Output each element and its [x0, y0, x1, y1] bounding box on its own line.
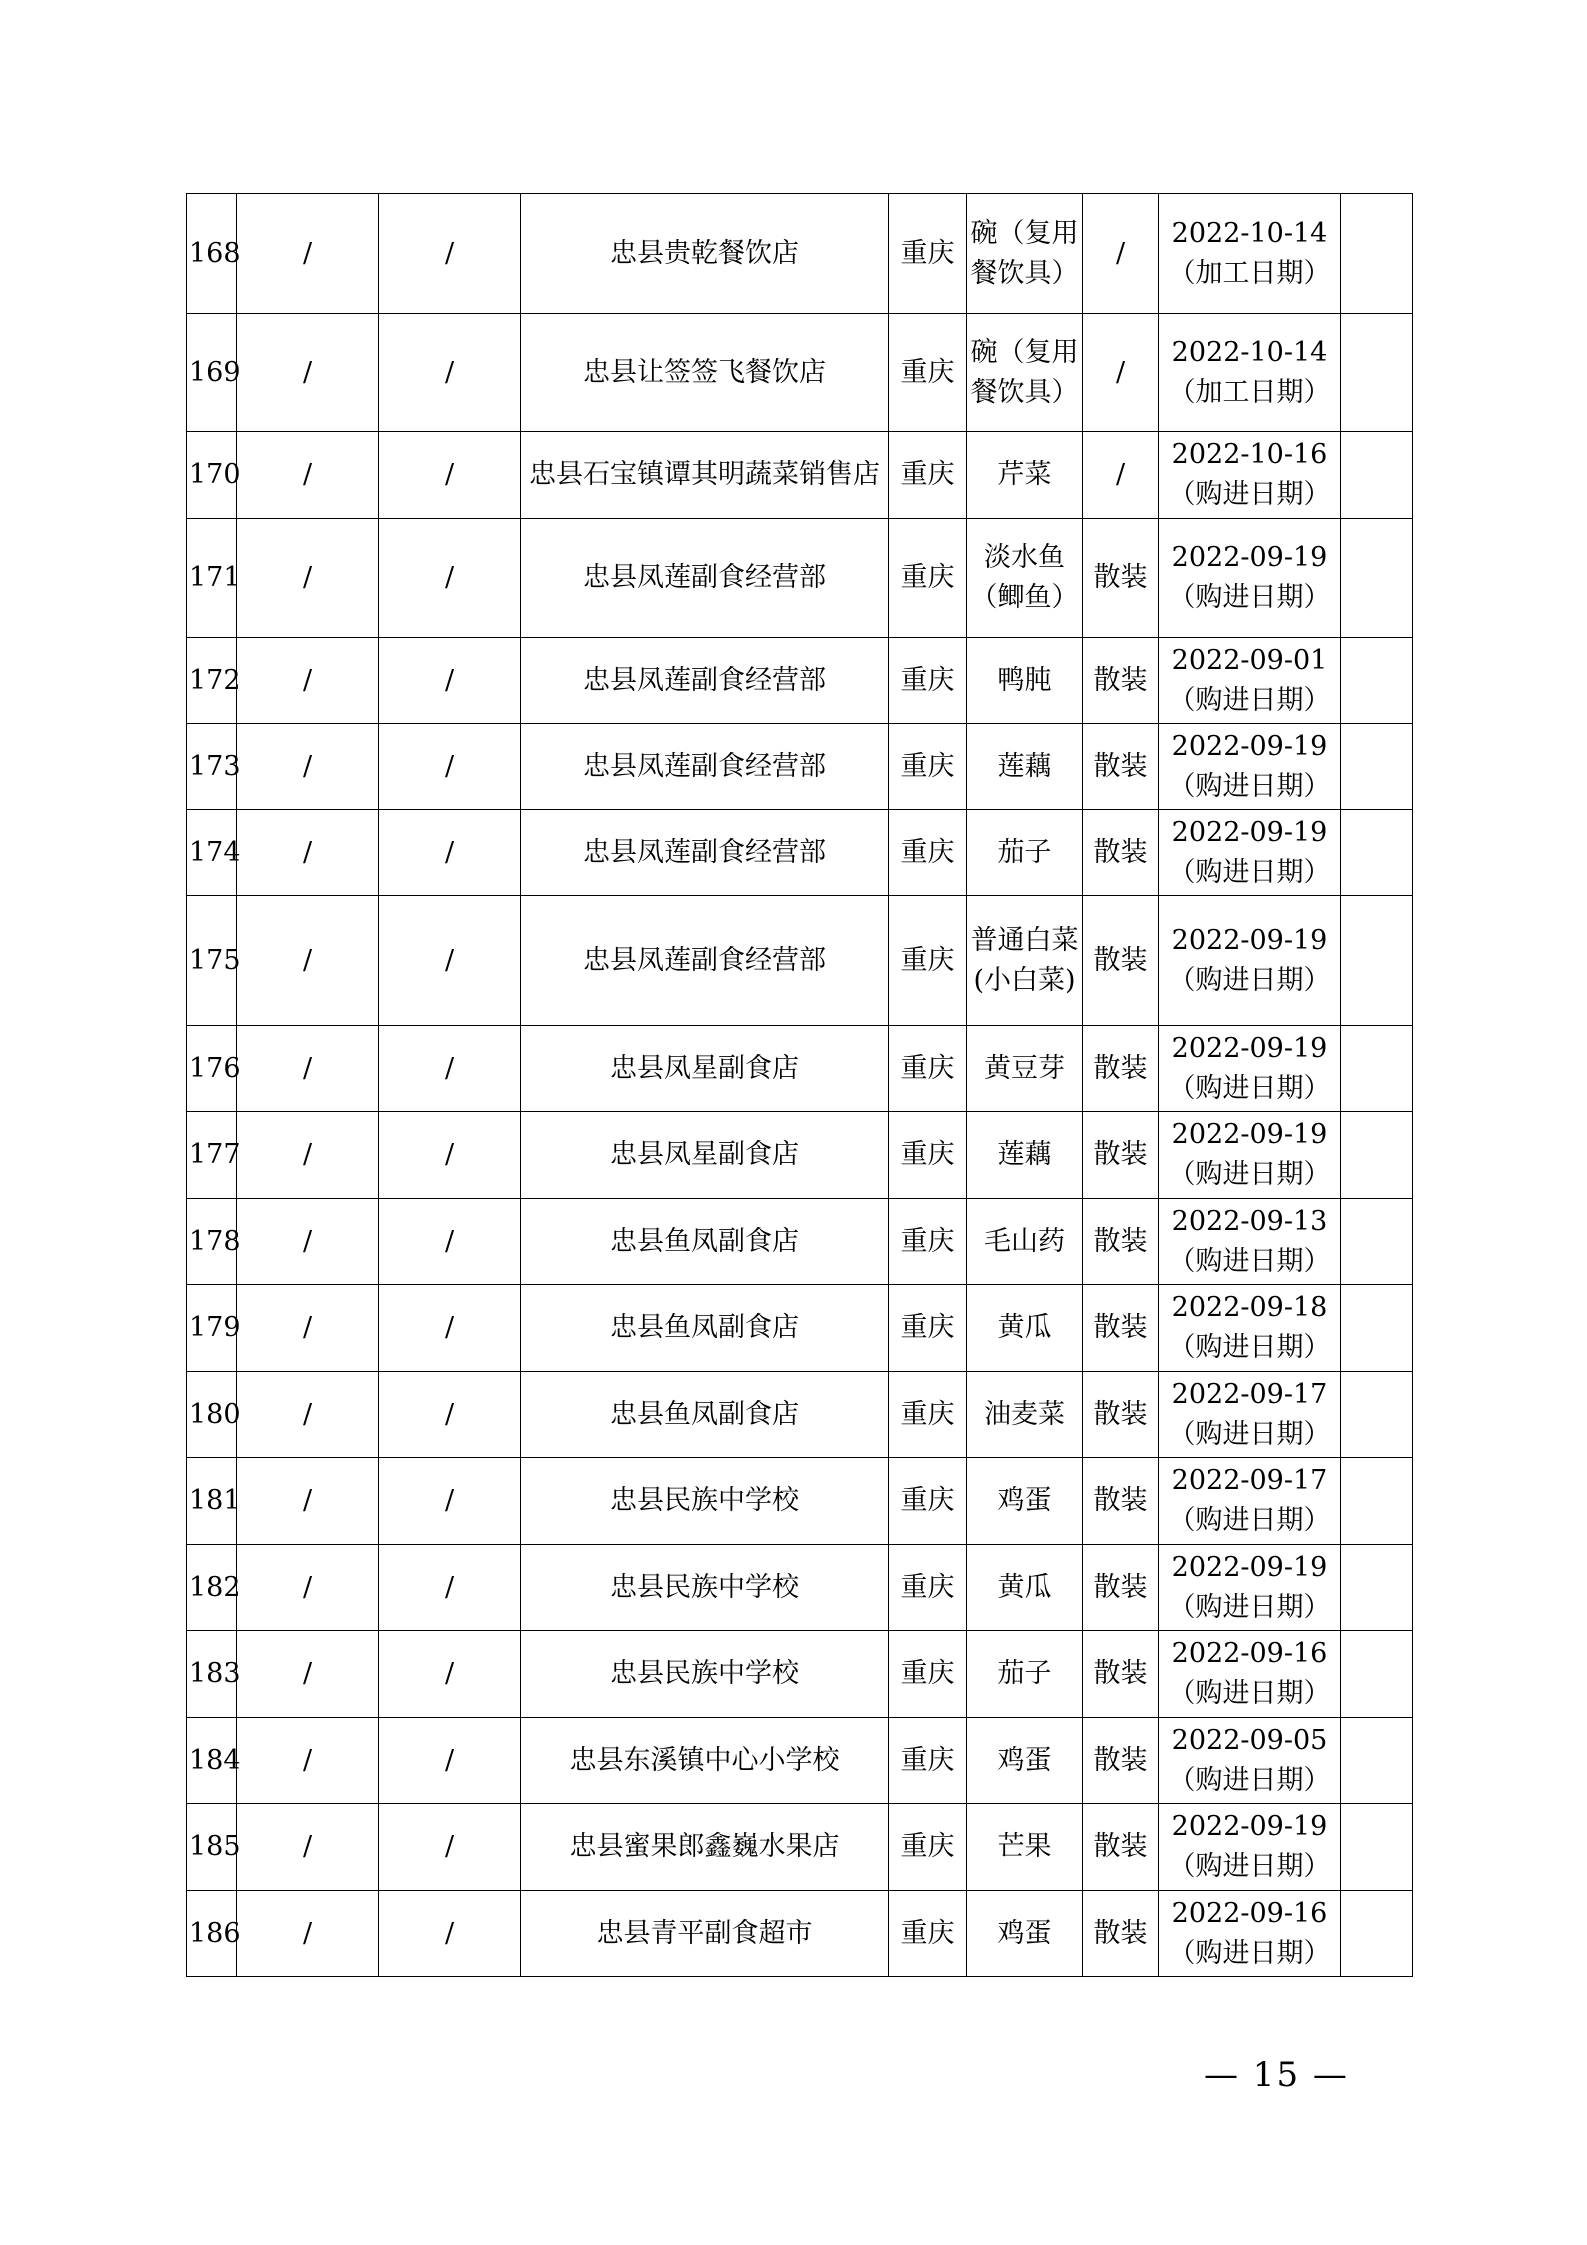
column-3-cell: /	[379, 432, 521, 519]
row-number-cell: 182	[187, 1545, 237, 1631]
food-name-cell: 碗（复用餐饮具）	[967, 194, 1083, 314]
food-name-cell: 莲藕	[967, 724, 1083, 810]
row-number-cell: 175	[187, 896, 237, 1026]
table-row	[187, 810, 1413, 896]
food-name-cell: 芹菜	[967, 432, 1083, 519]
table-row	[187, 194, 1413, 314]
column-3-cell: /	[379, 314, 521, 432]
date-cell	[1159, 519, 1341, 638]
date-value: 2022-09-16	[1171, 1638, 1328, 1669]
remark-cell	[1341, 810, 1413, 896]
spec-cell: 散装	[1083, 1199, 1159, 1285]
date-type: （购进日期）	[1168, 1678, 1331, 1709]
region-cell: 重庆	[889, 896, 967, 1026]
date-type: （购进日期）	[1168, 1159, 1331, 1190]
region-cell: 重庆	[889, 1458, 967, 1545]
company-name-cell: 忠县凤莲副食经营部	[521, 724, 889, 810]
food-name-cell: 鸡蛋	[967, 1458, 1083, 1545]
table-row	[187, 1718, 1413, 1804]
row-number-cell: 183	[187, 1631, 237, 1718]
column-3-cell: /	[379, 519, 521, 638]
column-3-cell: /	[379, 638, 521, 724]
region-cell: 重庆	[889, 1026, 967, 1112]
remark-cell	[1341, 1545, 1413, 1631]
company-name-cell: 忠县凤莲副食经营部	[521, 519, 889, 638]
row-number-cell: 172	[187, 638, 237, 724]
column-2-cell: /	[237, 1545, 379, 1631]
column-3-cell: /	[379, 1891, 521, 1977]
table-row	[187, 724, 1413, 810]
spec-cell: 散装	[1083, 724, 1159, 810]
date-value: 2022-09-01	[1171, 644, 1328, 676]
spec-cell: /	[1083, 432, 1159, 519]
spec-cell: 散装	[1083, 1112, 1159, 1199]
date-type: （加工日期）	[1168, 376, 1331, 408]
food-name-cell: 鸡蛋	[967, 1891, 1083, 1977]
date-value: 2022-09-13	[1171, 1205, 1328, 1237]
remark-cell	[1341, 896, 1413, 1026]
region-cell: 重庆	[889, 314, 967, 432]
remark-cell	[1341, 194, 1413, 314]
spec-cell: 散装	[1083, 1372, 1159, 1458]
column-2-cell: /	[237, 724, 379, 810]
food-name-cell: 茄子	[967, 810, 1083, 896]
date-type: （购进日期）	[1168, 1591, 1331, 1623]
region-cell: 重庆	[889, 1718, 967, 1804]
table-row	[187, 1199, 1413, 1285]
date-value: 2022-09-05	[1171, 1724, 1328, 1756]
region-cell: 重庆	[889, 810, 967, 896]
column-2-cell: /	[237, 1891, 379, 1977]
remark-cell	[1341, 1285, 1413, 1372]
column-3-cell: /	[379, 194, 521, 314]
row-number-cell: 181	[187, 1458, 237, 1545]
remark-cell	[1341, 638, 1413, 724]
column-2-cell: /	[237, 1112, 379, 1199]
company-name-cell: 忠县石宝镇谭其明蔬菜销售店	[521, 432, 889, 519]
table-row	[187, 1026, 1413, 1112]
company-name-cell: 忠县民族中学校	[521, 1631, 889, 1718]
date-value: 2022-09-17	[1171, 1378, 1328, 1410]
spec-cell: 散装	[1083, 1458, 1159, 1545]
table-row	[187, 1112, 1413, 1199]
sampling-results-table	[186, 193, 1413, 1977]
company-name-cell: 忠县让签签飞餐饮店	[521, 314, 889, 432]
spec-cell: 散装	[1083, 1285, 1159, 1372]
date-value: 2022-09-19	[1171, 1032, 1328, 1064]
date-type: （购进日期）	[1168, 770, 1331, 802]
date-type: （购进日期）	[1168, 479, 1331, 510]
row-number-cell: 173	[187, 724, 237, 810]
date-type: （购进日期）	[1168, 1332, 1331, 1363]
date-cell	[1159, 1372, 1341, 1458]
date-value: 2022-09-19	[1171, 924, 1328, 956]
column-3-cell: /	[379, 1545, 521, 1631]
food-name-cell: 碗（复用餐饮具）	[967, 314, 1083, 432]
spec-cell: 散装	[1083, 810, 1159, 896]
column-3-cell: /	[379, 1372, 521, 1458]
region-cell: 重庆	[889, 1285, 967, 1372]
date-type: （购进日期）	[1168, 1505, 1331, 1536]
spec-cell: 散装	[1083, 638, 1159, 724]
region-cell: 重庆	[889, 1372, 967, 1458]
remark-cell	[1341, 314, 1413, 432]
page-number: — 15 —	[1204, 2055, 1349, 2095]
date-cell	[1159, 638, 1341, 724]
date-type: （购进日期）	[1168, 582, 1331, 613]
table-row	[187, 638, 1413, 724]
date-type: （购进日期）	[1168, 1418, 1331, 1450]
remark-cell	[1341, 1458, 1413, 1545]
column-2-cell: /	[237, 519, 379, 638]
food-name-cell: 茄子	[967, 1631, 1083, 1718]
row-number-cell: 168	[187, 194, 237, 314]
table-row	[187, 1891, 1413, 1977]
row-number-cell: 177	[187, 1112, 237, 1199]
date-cell	[1159, 1026, 1341, 1112]
date-value: 2022-09-19	[1171, 1551, 1328, 1583]
company-name-cell: 忠县鱼凤副食店	[521, 1285, 889, 1372]
region-cell: 重庆	[889, 724, 967, 810]
column-3-cell: /	[379, 1458, 521, 1545]
food-name-cell: 黄瓜	[967, 1545, 1083, 1631]
date-cell	[1159, 1285, 1341, 1372]
table-row	[187, 1804, 1413, 1891]
region-cell: 重庆	[889, 1545, 967, 1631]
table-row	[187, 432, 1413, 519]
column-2-cell: /	[237, 1458, 379, 1545]
date-cell	[1159, 1891, 1341, 1977]
date-value: 2022-10-16	[1171, 439, 1328, 470]
date-type: （购进日期）	[1168, 856, 1331, 888]
spec-cell: 散装	[1083, 896, 1159, 1026]
column-3-cell: /	[379, 896, 521, 1026]
date-value: 2022-09-16	[1171, 1897, 1328, 1929]
date-type: （购进日期）	[1168, 684, 1331, 716]
region-cell: 重庆	[889, 432, 967, 519]
spec-cell: 散装	[1083, 1718, 1159, 1804]
spec-cell: 散装	[1083, 1026, 1159, 1112]
company-name-cell: 忠县东溪镇中心小学校	[521, 1718, 889, 1804]
remark-cell	[1341, 1112, 1413, 1199]
date-value: 2022-10-14	[1171, 336, 1328, 368]
date-cell	[1159, 724, 1341, 810]
food-name-cell: 淡水鱼（鲫鱼）	[967, 519, 1083, 638]
column-2-cell: /	[237, 1199, 379, 1285]
date-value: 2022-10-14	[1171, 217, 1328, 249]
remark-cell	[1341, 432, 1413, 519]
row-number-cell: 180	[187, 1372, 237, 1458]
column-2-cell: /	[237, 1026, 379, 1112]
date-cell	[1159, 1804, 1341, 1891]
company-name-cell: 忠县凤星副食店	[521, 1026, 889, 1112]
date-cell	[1159, 1545, 1341, 1631]
food-name-cell: 黄瓜	[967, 1285, 1083, 1372]
column-3-cell: /	[379, 1631, 521, 1718]
table-row	[187, 1458, 1413, 1545]
spec-cell: /	[1083, 194, 1159, 314]
column-2-cell: /	[237, 638, 379, 724]
column-3-cell: /	[379, 810, 521, 896]
region-cell: 重庆	[889, 194, 967, 314]
column-3-cell: /	[379, 1199, 521, 1285]
company-name-cell: 忠县青平副食超市	[521, 1891, 889, 1977]
company-name-cell: 忠县鱼凤副食店	[521, 1372, 889, 1458]
column-3-cell: /	[379, 724, 521, 810]
table-row	[187, 1631, 1413, 1718]
date-value: 2022-09-19	[1171, 1119, 1328, 1150]
date-cell	[1159, 810, 1341, 896]
row-number-cell: 185	[187, 1804, 237, 1891]
row-number-cell: 178	[187, 1199, 237, 1285]
table-row	[187, 314, 1413, 432]
row-number-cell: 186	[187, 1891, 237, 1977]
remark-cell	[1341, 1891, 1413, 1977]
column-2-cell: /	[237, 896, 379, 1026]
row-number-cell: 174	[187, 810, 237, 896]
food-name-cell: 黄豆芽	[967, 1026, 1083, 1112]
date-type: （购进日期）	[1168, 1764, 1331, 1796]
food-name-cell: 芒果	[967, 1804, 1083, 1891]
row-number-cell: 169	[187, 314, 237, 432]
date-value: 2022-09-19	[1171, 542, 1328, 573]
table-row	[187, 1545, 1413, 1631]
column-2-cell: /	[237, 432, 379, 519]
table-row	[187, 519, 1413, 638]
row-number-cell: 176	[187, 1026, 237, 1112]
date-cell	[1159, 1458, 1341, 1545]
spec-cell: 散装	[1083, 1804, 1159, 1891]
date-type: （购进日期）	[1168, 1072, 1331, 1104]
table-row	[187, 896, 1413, 1026]
region-cell: 重庆	[889, 638, 967, 724]
remark-cell	[1341, 1718, 1413, 1804]
remark-cell	[1341, 1199, 1413, 1285]
remark-cell	[1341, 1026, 1413, 1112]
company-name-cell: 忠县贵乾餐饮店	[521, 194, 889, 314]
region-cell: 重庆	[889, 1112, 967, 1199]
region-cell: 重庆	[889, 1631, 967, 1718]
company-name-cell: 忠县民族中学校	[521, 1545, 889, 1631]
date-cell	[1159, 1631, 1341, 1718]
column-3-cell: /	[379, 1285, 521, 1372]
column-2-cell: /	[237, 314, 379, 432]
company-name-cell: 忠县民族中学校	[521, 1458, 889, 1545]
column-2-cell: /	[237, 1285, 379, 1372]
row-number-cell: 170	[187, 432, 237, 519]
date-value: 2022-09-17	[1171, 1465, 1328, 1496]
date-type: （购进日期）	[1168, 1851, 1331, 1882]
food-name-cell: 鸭肫	[967, 638, 1083, 724]
spec-cell: 散装	[1083, 1631, 1159, 1718]
table-row	[187, 1285, 1413, 1372]
date-value: 2022-09-19	[1171, 816, 1328, 848]
date-value: 2022-09-18	[1171, 1292, 1328, 1323]
remark-cell	[1341, 519, 1413, 638]
table-body	[187, 194, 1413, 1977]
food-name-cell: 普通白菜(小白菜)	[967, 896, 1083, 1026]
date-cell	[1159, 314, 1341, 432]
row-number-cell: 171	[187, 519, 237, 638]
spec-cell: 散装	[1083, 1891, 1159, 1977]
date-value: 2022-09-19	[1171, 1811, 1328, 1842]
spec-cell: 散装	[1083, 519, 1159, 638]
date-type: （购进日期）	[1168, 964, 1331, 996]
region-cell: 重庆	[889, 1199, 967, 1285]
date-type: （购进日期）	[1168, 1937, 1331, 1969]
company-name-cell: 忠县凤莲副食经营部	[521, 810, 889, 896]
food-name-cell: 毛山药	[967, 1199, 1083, 1285]
food-name-cell: 鸡蛋	[967, 1718, 1083, 1804]
column-2-cell: /	[237, 1718, 379, 1804]
company-name-cell: 忠县凤莲副食经营部	[521, 896, 889, 1026]
date-cell	[1159, 1718, 1341, 1804]
row-number-cell: 179	[187, 1285, 237, 1372]
row-number-cell: 184	[187, 1718, 237, 1804]
food-name-cell: 莲藕	[967, 1112, 1083, 1199]
spec-cell: /	[1083, 314, 1159, 432]
remark-cell	[1341, 1372, 1413, 1458]
company-name-cell: 忠县凤莲副食经营部	[521, 638, 889, 724]
column-2-cell: /	[237, 1631, 379, 1718]
date-type: （加工日期）	[1168, 257, 1331, 289]
food-name-cell: 油麦菜	[967, 1372, 1083, 1458]
column-3-cell: /	[379, 1026, 521, 1112]
company-name-cell: 忠县凤星副食店	[521, 1112, 889, 1199]
date-cell	[1159, 432, 1341, 519]
date-cell	[1159, 1199, 1341, 1285]
column-3-cell: /	[379, 1804, 521, 1891]
remark-cell	[1341, 1631, 1413, 1718]
column-2-cell: /	[237, 194, 379, 314]
date-value: 2022-09-19	[1171, 730, 1328, 762]
date-type: （购进日期）	[1168, 1245, 1331, 1277]
column-3-cell: /	[379, 1112, 521, 1199]
column-2-cell: /	[237, 810, 379, 896]
column-2-cell: /	[237, 1804, 379, 1891]
spec-cell: 散装	[1083, 1545, 1159, 1631]
date-cell	[1159, 896, 1341, 1026]
region-cell: 重庆	[889, 1804, 967, 1891]
date-cell	[1159, 194, 1341, 314]
remark-cell	[1341, 1804, 1413, 1891]
date-cell	[1159, 1112, 1341, 1199]
remark-cell	[1341, 724, 1413, 810]
region-cell: 重庆	[889, 1891, 967, 1977]
column-2-cell: /	[237, 1372, 379, 1458]
company-name-cell: 忠县鱼凤副食店	[521, 1199, 889, 1285]
table-row	[187, 1372, 1413, 1458]
region-cell: 重庆	[889, 519, 967, 638]
column-3-cell: /	[379, 1718, 521, 1804]
company-name-cell: 忠县蜜果郎鑫巍水果店	[521, 1804, 889, 1891]
